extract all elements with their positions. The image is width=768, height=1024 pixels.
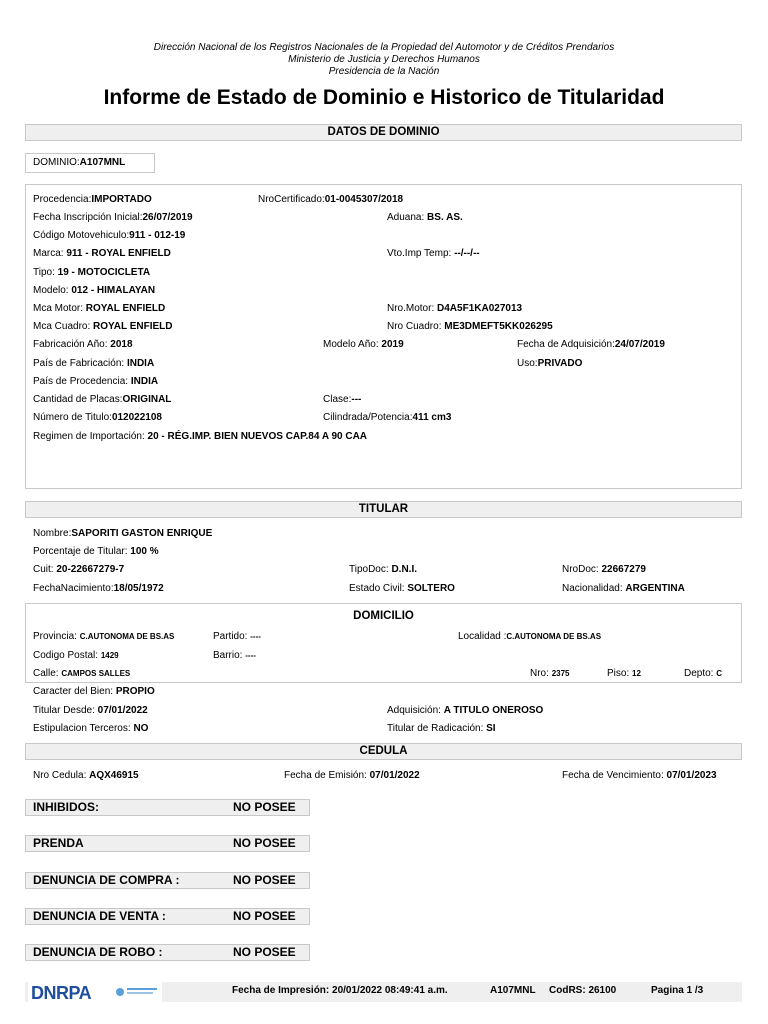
status-value: NO POSEE <box>233 945 296 959</box>
caracter-bien-field: Caracter del Bien: PROPIO <box>33 686 155 697</box>
status-value: NO POSEE <box>233 836 296 850</box>
procedencia-field: Procedencia:IMPORTADO <box>33 194 152 205</box>
fecha-vencimiento-field: Fecha de Vencimiento: 07/01/2023 <box>562 770 717 781</box>
status-inhibidos <box>25 799 310 816</box>
header-line-2: Ministerio de Justicia y Derechos Humanos <box>288 54 480 65</box>
piso-field: Piso: 12 <box>607 668 641 679</box>
fecha-impresion: Fecha de Impresión: 20/01/2022 08:49:41 a.m. <box>232 985 448 996</box>
calle-field: Calle: CAMPOS SALLES <box>33 668 131 679</box>
modelo-field: Modelo: 012 - HIMALAYAN <box>33 285 156 296</box>
partido-field: Partido: ---- <box>213 631 261 642</box>
argentina-logo-icon <box>116 986 158 998</box>
aduana-field: Aduana: BS. AS. <box>387 212 463 223</box>
provincia-field: Provincia: C.AUTONOMA DE BS.AS <box>33 631 175 642</box>
page-title: Informe de Estado de Dominio e Historico de Titularidad <box>103 86 665 109</box>
status-label: PRENDA <box>33 836 84 850</box>
section-domicilio: DOMICILIO <box>353 610 414 622</box>
mca-cuadro-field: Mca Cuadro: ROYAL ENFIELD <box>33 321 173 332</box>
numero-titulo-field: Número de Titulo:012022108 <box>33 412 162 423</box>
adquisicion-field: Adquisición: A TITULO ONEROSO <box>387 705 544 716</box>
nacionalidad-field: Nacionalidad: ARGENTINA <box>562 583 685 594</box>
section-datos-dominio: DATOS DE DOMINIO <box>25 124 742 141</box>
titular-radicacion-field: Titular de Radicación: SI <box>387 723 496 734</box>
nro-cuadro-field: Nro Cuadro: ME3DMEFT5KK026295 <box>387 321 553 332</box>
nro-field: Nro: 2375 <box>530 668 570 679</box>
status-label: INHIBIDOS: <box>33 800 99 814</box>
status-label: DENUNCIA DE VENTA : <box>33 909 166 923</box>
barrio-field: Barrio: ---- <box>213 650 256 661</box>
depto-field: Depto: C <box>684 668 723 679</box>
pais-fabricacion-field: País de Fabricación: INDIA <box>33 358 155 369</box>
mca-motor-field: Mca Motor: ROYAL ENFIELD <box>33 303 166 314</box>
vto-imp-field: Vto.Imp Temp: --/--/-- <box>387 248 480 259</box>
status-denuncia-venta <box>25 908 310 925</box>
codigo-postal-field: Codigo Postal: 1429 <box>33 650 119 661</box>
clase-field: Clase:--- <box>323 394 362 405</box>
titular-desde-field: Titular Desde: 07/01/2022 <box>33 705 148 716</box>
status-value: NO POSEE <box>233 800 296 814</box>
regimen-importacion-field: Regimen de Importación: 20 - RÉG.IMP. BIEN NUEVOS CAP.84 A 90 CAA <box>33 431 368 442</box>
dominio-field: DOMINIO:A107MNL <box>33 157 126 168</box>
pais-procedencia-field: País de Procedencia: INDIA <box>33 376 159 387</box>
header-line-3: Presidencia de la Nación <box>328 66 440 77</box>
status-denuncia-robo <box>25 944 310 961</box>
header-line-1: Dirección Nacional de los Registros Nacionales de la Propiedad del Automotor y de Créditos Prendarios <box>153 42 615 53</box>
logo-area <box>28 982 162 1002</box>
porcentaje-field: Porcentaje de Titular: 100 % <box>33 546 159 557</box>
modelo-anio-field: Modelo Año: 2019 <box>323 339 404 350</box>
footer-codrs: CodRS: 26100 <box>549 985 617 996</box>
uso-field: Uso:PRIVADO <box>517 358 583 369</box>
nro-cedula-field: Nro Cedula: AQX46915 <box>33 770 139 781</box>
status-value: NO POSEE <box>233 909 296 923</box>
footer-dominio: A107MNL <box>490 985 536 996</box>
tipodoc-field: TipoDoc: D.N.I. <box>349 564 417 575</box>
nrocertificado-field: NroCertificado:01-0045307/2018 <box>258 194 404 205</box>
cilindrada-field: Cilindrada/Potencia:411 cm3 <box>323 412 452 423</box>
localidad-field: Localidad :C.AUTONOMA DE BS.AS <box>458 631 602 642</box>
fecha-inscripcion-field: Fecha Inscripción Inicial:26/07/2019 <box>33 212 193 223</box>
marca-field: Marca: 911 - ROYAL ENFIELD <box>33 248 171 259</box>
status-prenda <box>25 835 310 852</box>
status-label: DENUNCIA DE COMPRA : <box>33 873 180 887</box>
status-denuncia-compra <box>25 872 310 889</box>
cuit-field: Cuit: 20-22667279-7 <box>33 564 125 575</box>
status-label: DENUNCIA DE ROBO : <box>33 945 163 959</box>
estado-civil-field: Estado Civil: SOLTERO <box>349 583 455 594</box>
status-value: NO POSEE <box>233 873 296 887</box>
nombre-field: Nombre:SAPORITI GASTON ENRIQUE <box>33 528 213 539</box>
fecha-adquisicion-field: Fecha de Adquisición:24/07/2019 <box>517 339 665 350</box>
cantidad-placas-field: Cantidad de Placas:ORIGINAL <box>33 394 172 405</box>
fabricacion-anio-field: Fabricación Año: 2018 <box>33 339 133 350</box>
codigo-motovehiculo-field: Código Motovehiculo:911 - 012-19 <box>33 230 186 241</box>
estipulacion-field: Estipulacion Terceros: NO <box>33 723 149 734</box>
fecha-nacimiento-field: FechaNacimiento:18/05/1972 <box>33 583 164 594</box>
tipo-field: Tipo: 19 - MOTOCICLETA <box>33 267 151 278</box>
section-titular: TITULAR <box>25 501 742 518</box>
section-cedula: CEDULA <box>25 743 742 760</box>
nro-motor-field: Nro.Motor: D4A5F1KA027013 <box>387 303 523 314</box>
dnrpa-logo: DNRPA <box>31 983 92 1003</box>
page-number: Pagina 1 /3 <box>651 985 704 996</box>
nrodoc-field: NroDoc: 22667279 <box>562 564 646 575</box>
fecha-emision-field: Fecha de Emisión: 07/01/2022 <box>284 770 420 781</box>
